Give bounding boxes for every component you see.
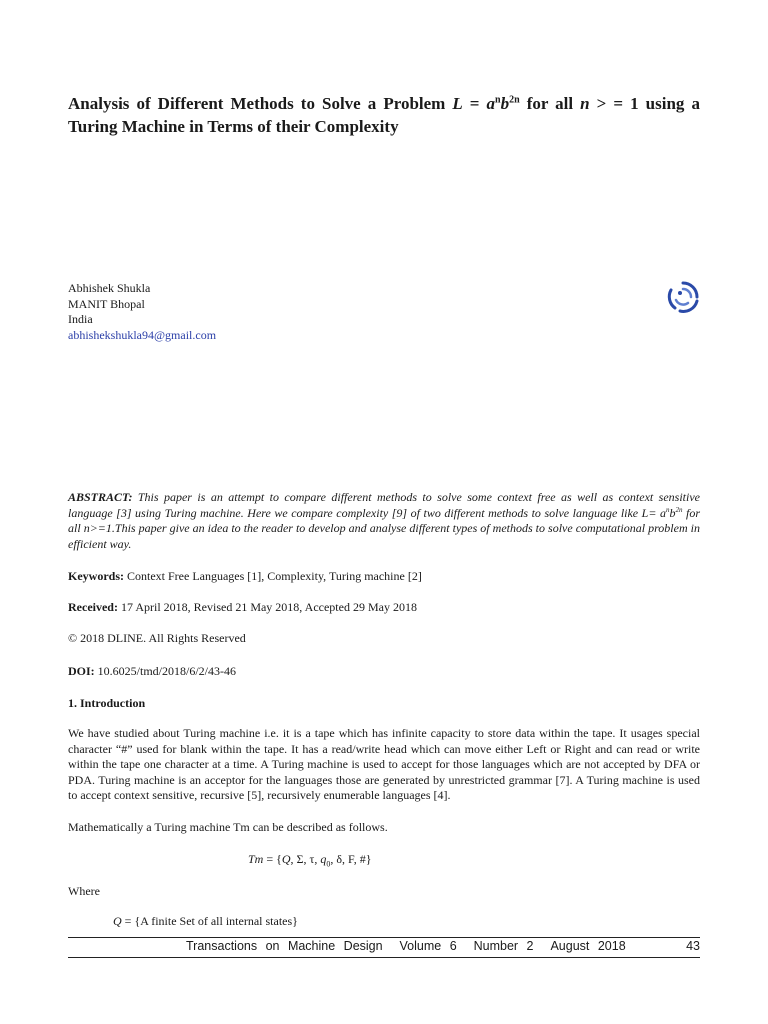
author-block [68, 281, 216, 343]
where-label: Where [68, 884, 100, 898]
q-definition: Q = {A finite Set of all internal states} [113, 914, 298, 928]
author-name: Abhishek Shukla [68, 281, 151, 295]
footer-rule-top [68, 937, 700, 938]
received-dates: Received: 17 April 2018, Revised 21 May 2018, Accepted 29 May 2018 [68, 600, 417, 614]
author-affiliation: MANIT Bhopal [68, 296, 145, 311]
footer-page-number: 43 [686, 939, 700, 953]
author-email-link[interactable]: abhishekshukla94@gmail.com [68, 327, 217, 342]
doi: DOI: 10.6025/tmd/2018/6/2/43-46 [68, 664, 237, 678]
paper-title: Analysis of Different Methods to Solve a Problem $L = a^nb^{2n}$ for all n > = 1 using a Turing Machine in Terms of their Complexity [68, 94, 700, 136]
section-heading-introduction: 1. Introduction [68, 696, 146, 710]
abstract: ABSTRACT: This paper is an attempt to compare different methods to solve some context free as well as context sensitive language [3] using Turing machine. Here we compare complexity [9] of two different methods to solve language like $L= a^nb^{2n}$ for all n>=1.This paper give an idea to the reader to develop and analyse different types of methods to solve computational problem in efficient way. [68, 490, 700, 551]
author-country: India [68, 312, 93, 326]
copyright: © 2018 DLINE. All Rights Reserved [68, 631, 246, 645]
intro-paragraph: We have studied about Turing machine i.e. it is a tape which has infinite capacity to store data within the tape. It usages special character “#” used for blank within the tape. It has a read/write head which can move either Left or Right and can read or write within the tape one character at a time. A Turing machine is used to accept for those languages which are not accepted by DFA or PDA. Turing machine is an acceptor for the languages those are generated by unrestricted grammar [7]. A Turing machine is used to accept context sensitive, recursive [5], recursively enumerable languages [4]. [68, 726, 700, 803]
footer-rule-bottom [68, 957, 700, 958]
math-intro: Mathematically a Turing machine Tm can be described as follows. [68, 820, 388, 834]
turing-machine-formula: Tm = {Q, Σ, τ, $q_0$, δ, F, #} [248, 852, 372, 869]
dline-logo-icon [666, 280, 700, 314]
abstract-label: ABSTRACT: [68, 490, 133, 504]
footer-journal: Transactions on Machine Design Volume 6 Number 2 August 2018 [186, 939, 626, 953]
keywords: Keywords: Context Free Languages [1], Complexity, Turing machine [2] [68, 569, 422, 583]
